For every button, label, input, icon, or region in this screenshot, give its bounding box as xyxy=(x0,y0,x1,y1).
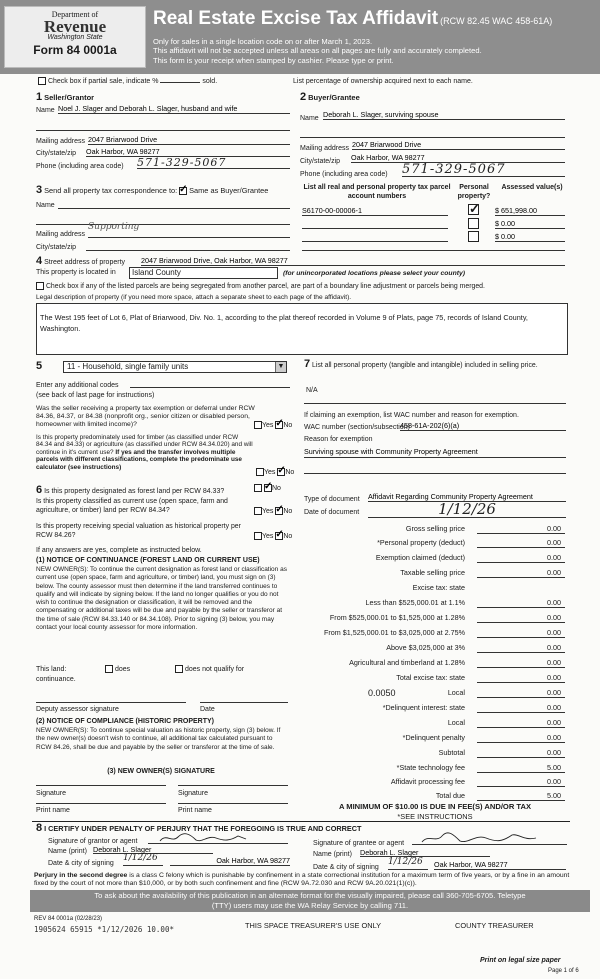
buyer-phone-field[interactable]: 571-329-5067 xyxy=(402,162,565,177)
segregate-label: Check box if any of the listed parcels are being segregated from another parcel, are part of a boundary line adjustment or parcels being merged. xyxy=(45,282,485,290)
perjury-notice xyxy=(34,872,582,889)
fee-value[interactable]: 0.00 xyxy=(477,524,565,534)
no-label: No xyxy=(283,421,293,429)
buyer-city-label: City/state/zip xyxy=(300,158,341,165)
seller-name-line2[interactable] xyxy=(36,123,290,131)
current-use-yes-checkbox[interactable] xyxy=(254,507,262,515)
seller-mailing-field[interactable]: 2047 Briarwood Drive xyxy=(88,135,290,145)
historic-yes-no xyxy=(254,532,292,540)
deputy-date-label: Date xyxy=(200,706,215,713)
notice1-title: (1) NOTICE OF CONTINUANCE (FOREST LAND OR CURRENT USE) xyxy=(36,557,260,564)
fee-label: *Delinquent interest: state xyxy=(382,703,465,712)
does-option xyxy=(105,665,130,673)
forest-question xyxy=(36,484,256,496)
fee-row xyxy=(300,658,565,670)
reason-field[interactable]: Surviving spouse with Community Property Agreement xyxy=(304,447,566,458)
same-as-buyer-checkbox[interactable] xyxy=(179,187,187,195)
fee-label: Total due xyxy=(435,791,465,800)
fee-row xyxy=(300,673,565,685)
accessibility-line2: (TTY) users may use the WA Relay Service by calling 711. xyxy=(211,901,409,910)
wac-number-field[interactable]: 458-61A-202(6)(a) xyxy=(400,421,566,431)
timber-question xyxy=(36,434,254,471)
grantee-signature-mark xyxy=(420,832,540,845)
fee-row xyxy=(300,538,565,550)
local-rate: 0.0050 xyxy=(368,688,396,698)
fee-value[interactable]: 0.00 xyxy=(477,643,565,653)
buyer-name-label: Name xyxy=(300,115,319,122)
fee-row xyxy=(300,763,565,775)
exemption-question: Was the seller receiving a property tax exemption or deferral under RCW 84.36, 84.37, or 84.38 (nonprofit org., senior citizen or disabled person, homeowner with limited income)? xyxy=(36,405,255,428)
print-name-label: Print name xyxy=(36,807,70,814)
grantor-name-label: Name (print) xyxy=(48,848,87,855)
parcel-number-field[interactable]: S6170-00-00006-1 xyxy=(302,206,448,216)
correspondence-name-field[interactable] xyxy=(58,200,290,209)
does-not-option xyxy=(175,665,244,673)
grantee-signature-field[interactable] xyxy=(412,832,567,845)
treasurer-use-label: THIS SPACE TREASURER'S USE ONLY xyxy=(245,921,382,930)
personal-property-value[interactable]: N/A xyxy=(306,387,318,394)
fee-label: Agricultural and timberland at 1.28% xyxy=(349,658,465,667)
revision-label: REV 84 0001a (02/28/23) xyxy=(34,916,103,922)
header-notes xyxy=(153,37,482,65)
wac-label: WAC number (section/subsection) xyxy=(304,424,410,431)
section7-number: 7 xyxy=(304,358,311,370)
current-use-no-checkbox[interactable] xyxy=(275,507,283,515)
fee-row xyxy=(300,703,565,715)
seller-city-field[interactable]: Oak Harbor, WA 98277 xyxy=(86,147,290,157)
section6-number: 6 xyxy=(36,484,43,496)
timber-no-checkbox[interactable] xyxy=(277,468,285,476)
if-yes-note: If any answers are yes, complete as instructed below. xyxy=(36,547,202,554)
fee-row xyxy=(300,718,565,730)
fee-row xyxy=(300,568,565,580)
notice3-title: (3) NEW OWNER(S) SIGNATURE xyxy=(107,768,215,775)
grantee-date-field[interactable]: 1/12/26 xyxy=(388,857,428,870)
correspondence-mailing-field[interactable]: Supporting xyxy=(88,222,290,238)
fee-row xyxy=(300,553,565,565)
fee-value[interactable]: 0.00 xyxy=(477,598,565,608)
fee-row xyxy=(300,583,565,595)
new-owner-signature-field-2[interactable] xyxy=(178,780,288,786)
fee-value[interactable]: 0.00 xyxy=(477,658,565,668)
fee-label: Gross selling price xyxy=(405,524,465,533)
exemption-no-checkbox[interactable] xyxy=(275,421,283,429)
correspondence-city-field[interactable] xyxy=(86,242,290,251)
correspondence-heading xyxy=(36,184,268,196)
historic-no-checkbox[interactable] xyxy=(275,532,283,540)
fee-value[interactable]: 5.00 xyxy=(477,791,565,801)
fee-label: Local xyxy=(447,688,465,697)
fee-label: *Personal property (deduct) xyxy=(377,538,465,547)
fee-label: From $1,525,000.01 to $3,025,000 at 2.75% xyxy=(323,628,465,637)
fee-label: Excise tax: state xyxy=(412,583,465,592)
rcw-reference: (RCW 82.45 WAC 458-61A) xyxy=(440,16,553,26)
yes-label: Yes xyxy=(262,507,274,515)
timber-question-bold: If yes and the transfer involves multiple parcels with different classifications, complete the predominate use calculator (see instructions) xyxy=(36,448,242,471)
fee-value[interactable]: 0.00 xyxy=(477,553,565,563)
fee-value[interactable]: 0.00 xyxy=(477,628,565,638)
fee-value[interactable]: 0.00 xyxy=(477,538,565,548)
ownership-note: List percentage of ownership acquired next to each name. xyxy=(293,78,473,85)
seller-title: Seller/Grantor xyxy=(44,93,95,102)
personal-property-checkbox[interactable] xyxy=(468,231,479,242)
section8-number: 8 xyxy=(36,822,43,834)
fee-row xyxy=(300,777,565,789)
form-title: Real Estate Excise Tax Affidavit xyxy=(153,8,439,29)
legal-description-field[interactable]: The West 195 feet of Lot 6, Plat of Briarwood, Div. No. 1, according to the plat thereof recorded in Volume 9 of Plats, page 75, records of Island County, Washington. xyxy=(36,303,568,355)
additional-codes-field[interactable] xyxy=(130,380,290,388)
personal-property-line xyxy=(304,398,566,404)
no-label: No xyxy=(271,484,281,492)
doc-date-field[interactable]: 1/12/26 xyxy=(368,500,566,518)
unincorporated-note: (for unincorporated locations please select your county) xyxy=(283,270,466,277)
personal-property-label: List all personal property (tangible and intangible) included in selling price. xyxy=(312,362,538,369)
partial-sale-row xyxy=(38,77,217,85)
notice2-title: (2) NOTICE OF COMPLIANCE (HISTORIC PROPERTY) xyxy=(36,718,214,725)
grantee-date-label: Date & city of signing xyxy=(313,864,379,871)
fee-row xyxy=(300,643,565,655)
grantor-signature-label: Signature of grantor or agent xyxy=(48,838,138,845)
deputy-signature-field[interactable] xyxy=(36,695,186,703)
header-note2: This affidavit will not be accepted unless all areas on all pages are fully and accurately completed. xyxy=(153,46,482,56)
dept-logo-text: Revenue xyxy=(43,17,107,36)
personal-col-header: Personal property? xyxy=(457,184,491,200)
correspondence-section-number: 3 xyxy=(36,184,43,196)
legal-description-label: Legal description of property (if you need more space, attach a separate sheet to each page of the affidavit). xyxy=(36,294,352,301)
print-legal-note: Print on legal size paper xyxy=(480,957,561,964)
yes-label: Yes xyxy=(262,421,274,429)
land-use-select[interactable] xyxy=(63,361,287,373)
additional-codes-label: Enter any additional codes xyxy=(36,382,119,389)
seller-phone-label: Phone (including area code) xyxy=(36,163,124,170)
buyer-name-line2[interactable] xyxy=(300,130,565,138)
personal-property-checkbox[interactable] xyxy=(468,218,479,229)
treasurer-stamp: 1905624 65915 *1/12/2026 10.00* xyxy=(34,925,174,934)
fee-label: Subtotal xyxy=(438,748,465,757)
grantor-signature-field[interactable] xyxy=(148,832,288,844)
assessed-value-field[interactable]: $ 0.00 xyxy=(495,232,565,242)
certify-title: I CERTIFY UNDER PENALTY OF PERJURY THAT THE FOREGOING IS TRUE AND CORRECT xyxy=(44,824,362,833)
print-name-field-2[interactable] xyxy=(178,798,288,804)
fee-row xyxy=(300,733,565,745)
buyer-mailing-label: Mailing address xyxy=(300,145,350,152)
fee-row xyxy=(300,598,565,610)
partial-sale-checkbox[interactable] xyxy=(38,77,46,85)
grantee-city-field[interactable]: Oak Harbor, WA 98277 xyxy=(434,860,566,870)
perjury-text: is a class C felony which is punishable by confinement in a state correctional institution for a maximum term of five years, or by a fine in an amount fixed by the court of not more than $10,000, or by both such confinement and fine (RCW 9A.72.030 and RCW 9A.20.021(1)(c)). xyxy=(34,872,570,888)
fee-row xyxy=(300,613,565,625)
deputy-signature-label: Deputy assessor signature xyxy=(36,706,119,713)
correspondence-label: Send all property tax correspondence to: xyxy=(44,186,178,195)
fee-value[interactable]: 0.00 xyxy=(477,688,565,698)
section5-number: 5 xyxy=(36,360,43,372)
no-label: No xyxy=(283,532,293,540)
partial-sale-percent-field[interactable] xyxy=(160,82,200,83)
grantor-city-field[interactable]: Oak Harbor, WA 98277 xyxy=(170,856,290,866)
fee-row xyxy=(300,628,565,640)
header-note1: Only for sales in a single location code on or after March 1, 2023. xyxy=(153,37,373,46)
form-number: Form 84 0001a xyxy=(33,43,117,57)
segregate-row xyxy=(36,282,485,290)
grantee-signature-label: Signature of grantee or agent xyxy=(313,840,405,847)
does-label: does xyxy=(114,665,131,673)
street-address-row xyxy=(36,255,125,267)
fee-value[interactable]: 0.00 xyxy=(477,703,565,713)
grantee-name-field[interactable]: Deborah L. Slager xyxy=(360,848,490,857)
header-note3: This form is your receipt when stamped by cashier. Please type or print. xyxy=(153,55,394,65)
buyer-name-field[interactable]: Deborah L. Slager, surviving spouse xyxy=(323,110,565,120)
buyer-mailing-field[interactable]: 2047 Briarwood Drive xyxy=(352,140,565,150)
print-name-label-2: Print name xyxy=(178,807,212,814)
no-label: No xyxy=(283,507,293,515)
parcel-row-line xyxy=(302,245,565,251)
forest-question-text: Is this property designated as forest land per RCW 84.33? xyxy=(44,488,225,495)
dept-line2: Washington State xyxy=(47,34,103,41)
buyer-heading xyxy=(300,91,360,103)
grantor-date-label: Date & city of signing xyxy=(48,860,114,867)
yes-label: Yes xyxy=(262,532,274,540)
street-address-field[interactable]: 2047 Briarwood Drive, Oak Harbor, WA 98277 xyxy=(141,256,565,266)
segregate-checkbox[interactable] xyxy=(36,282,44,290)
buyer-title: Buyer/Grantee xyxy=(308,93,360,102)
correspondence-mailing-label: Mailing address xyxy=(36,231,86,238)
seller-name-label: Name xyxy=(36,107,55,114)
assessed-value-field[interactable]: $ 0.00 xyxy=(495,219,565,229)
fee-value[interactable]: 0.00 xyxy=(477,777,565,787)
parcel-col-header: List all real and personal property tax parcel account numbers xyxy=(303,184,451,200)
fee-value[interactable]: 0.00 xyxy=(477,718,565,728)
county-select[interactable]: Island County xyxy=(129,267,278,279)
timber-question-text: Is this property predominately used for timber (as classified under RCW 84.34 and 84.33) or agriculture (as classified under RCW 84.34.020) and will continue in it's current use? xyxy=(36,434,253,456)
fee-value[interactable]: 0.00 xyxy=(477,568,565,578)
timber-yes-checkbox[interactable] xyxy=(256,468,264,476)
seller-heading xyxy=(36,91,94,103)
fee-row xyxy=(300,524,565,536)
notice1-text: NEW OWNER(S): To continue the current designation as forest land or classification as current use (open space, farm and agriculture, or timber) land, you must sign on (3) below. The county assessor must then determine if the land transferred continues to qualify and will indicate by signing below. If the land no longer qualifies or you do not wish to continue the designation or classification, it will be removed and the compensating or additional taxes will be due and payable by the seller or transferor at the time of sale (RCW 84.33.140 or 84.34.108). Prior to signing (3) below, you may contact your local county assessor for more information. xyxy=(36,566,287,632)
exemption-claim-label: If claiming an exemption, list WAC number and reason for exemption. xyxy=(304,412,519,419)
print-name-field[interactable] xyxy=(36,798,166,804)
personal-property-checkbox[interactable] xyxy=(468,204,479,215)
forest-yes-no xyxy=(254,484,281,492)
does-not-checkbox[interactable] xyxy=(175,665,183,673)
current-use-yes-no xyxy=(254,507,292,515)
exemption-yes-checkbox[interactable] xyxy=(254,421,262,429)
fee-label: Above $3,025,000 at 3% xyxy=(386,643,465,652)
fee-value[interactable]: 0.00 xyxy=(477,733,565,743)
correspondence-city-label: City/state/zip xyxy=(36,244,77,251)
forest-no-checkbox[interactable] xyxy=(264,484,272,492)
parcel-number-field[interactable] xyxy=(302,232,448,242)
minimum-due-note: A MINIMUM OF $10.00 IS DUE IN FEE(S) AND/OR TAX xyxy=(338,802,532,811)
fee-value[interactable]: 0.00 xyxy=(477,673,565,683)
notice2-text: NEW OWNER(S): To continue special valuation as historic property, sign (3) below. If the new owner(s) doesn't wish to continue, all additional tax calculated pursuant to RCW 84.26, shall be due and payable by the seller or transferor at the time of sale. xyxy=(36,727,281,751)
fee-label: Taxable selling price xyxy=(400,568,465,577)
page-number: Page 1 of 6 xyxy=(548,968,579,974)
grantee-name-label: Name (print) xyxy=(313,851,352,858)
fee-row xyxy=(300,748,565,760)
exemption-yes-no xyxy=(254,421,292,429)
new-owner-signature-field[interactable] xyxy=(36,780,166,786)
partial-sale-label: Check box if partial sale, indicate % xyxy=(47,77,159,85)
dropdown-arrow-icon[interactable]: ▼ xyxy=(275,362,286,372)
continuance-label: continuance. xyxy=(36,676,76,683)
seller-city-label: City/state/zip xyxy=(36,150,77,157)
fee-label: Total excise tax: state xyxy=(396,673,465,682)
this-land-label: This land: xyxy=(36,666,67,673)
fee-label: Local xyxy=(447,718,465,727)
grantor-signature-mark xyxy=(158,832,248,844)
additional-codes-note: (see back of last page for instructions) xyxy=(36,392,155,399)
historic-question: Is this property receiving special valuation as historical property per RCW 84.26? xyxy=(36,523,241,539)
signature-label-2: Signature xyxy=(178,790,208,797)
fee-label: *Delinquent penalty xyxy=(402,733,465,742)
grantor-date-field[interactable]: 1/12/26 xyxy=(123,853,163,866)
timber-yes-no xyxy=(256,468,294,476)
assessed-col-header: Assessed value(s) xyxy=(501,184,563,191)
reason-line2[interactable] xyxy=(304,468,566,474)
fee-value[interactable]: 5.00 xyxy=(477,763,565,773)
grantor-name-field[interactable]: Deborah L. Slager xyxy=(93,845,213,854)
seller-mailing-label: Mailing address xyxy=(36,138,86,145)
fee-label: From $525,000.01 to $1,525,000 at 1.28% xyxy=(329,613,465,622)
located-in-label: This property is located in xyxy=(36,269,116,276)
dor-logo xyxy=(4,6,146,68)
current-use-question: Is this property classified as current use (open space, farm and agriculture, or timber) land per RCW 84.34? xyxy=(36,498,228,514)
reason-label: Reason for exemption xyxy=(304,436,373,443)
seller-phone-field[interactable]: 571-329-5067 xyxy=(137,156,290,169)
same-as-buyer-label: Same as Buyer/Grantee xyxy=(189,186,269,195)
does-checkbox[interactable] xyxy=(105,665,113,673)
signature-label: Signature xyxy=(36,790,66,797)
correspondence-name-label: Name xyxy=(36,202,55,209)
yes-label: Yes xyxy=(264,468,276,476)
fee-label: *State technology fee xyxy=(396,763,465,772)
doc-type-field[interactable]: Affidavit Regarding Community Property Agreement xyxy=(368,492,566,502)
county-treasurer-label: COUNTY TREASURER xyxy=(455,921,534,930)
doc-type-label: Type of document xyxy=(304,496,360,503)
personal-property-question xyxy=(304,360,566,371)
parcel-number-field[interactable] xyxy=(302,219,448,229)
see-instructions: *SEE INSTRUCTIONS xyxy=(397,812,473,821)
historic-yes-checkbox[interactable] xyxy=(254,532,262,540)
forest-yes-checkbox[interactable] xyxy=(254,484,262,492)
property-section-number: 4 xyxy=(36,255,43,267)
does-not-label: does not qualify for xyxy=(184,665,245,673)
fee-label: Affidavit processing fee xyxy=(390,777,465,786)
doc-date-label: Date of document xyxy=(304,509,360,516)
buyer-section-number: 2 xyxy=(300,91,307,103)
accessibility-banner xyxy=(30,890,590,912)
dept-line1: Department of xyxy=(51,10,99,19)
partial-sale-sold: sold. xyxy=(202,77,218,85)
form-title-row xyxy=(153,8,552,30)
fee-value[interactable]: 0.00 xyxy=(477,748,565,758)
buyer-city-field[interactable]: Oak Harbor, WA 98277 xyxy=(351,153,565,163)
seller-name-field[interactable]: Noel J. Slager and Deborah L. Slager, husband and wife xyxy=(58,104,290,114)
no-label: No xyxy=(285,468,295,476)
fee-label: Less than $525,000.01 at 1.1% xyxy=(365,598,465,607)
fee-value[interactable]: 0.00 xyxy=(477,613,565,623)
fee-row xyxy=(300,688,565,700)
assessed-value-field[interactable]: $ 651,998.00 xyxy=(495,206,565,216)
perjury-bold: Perjury in the second degree xyxy=(34,872,128,879)
seller-section-number: 1 xyxy=(36,91,43,103)
deputy-date-field[interactable] xyxy=(200,695,288,703)
fee-label: Exemption claimed (deduct) xyxy=(375,553,465,562)
buyer-phone-label: Phone (including area code) xyxy=(300,171,388,178)
street-address-label: Street address of property xyxy=(44,259,126,266)
accessibility-line1: To ask about the availability of this publication in an alternate format for the visually impaired, please call 360-705-6705. Teletype xyxy=(94,891,526,900)
land-use-value: 11 - Household, single family units xyxy=(67,362,189,371)
